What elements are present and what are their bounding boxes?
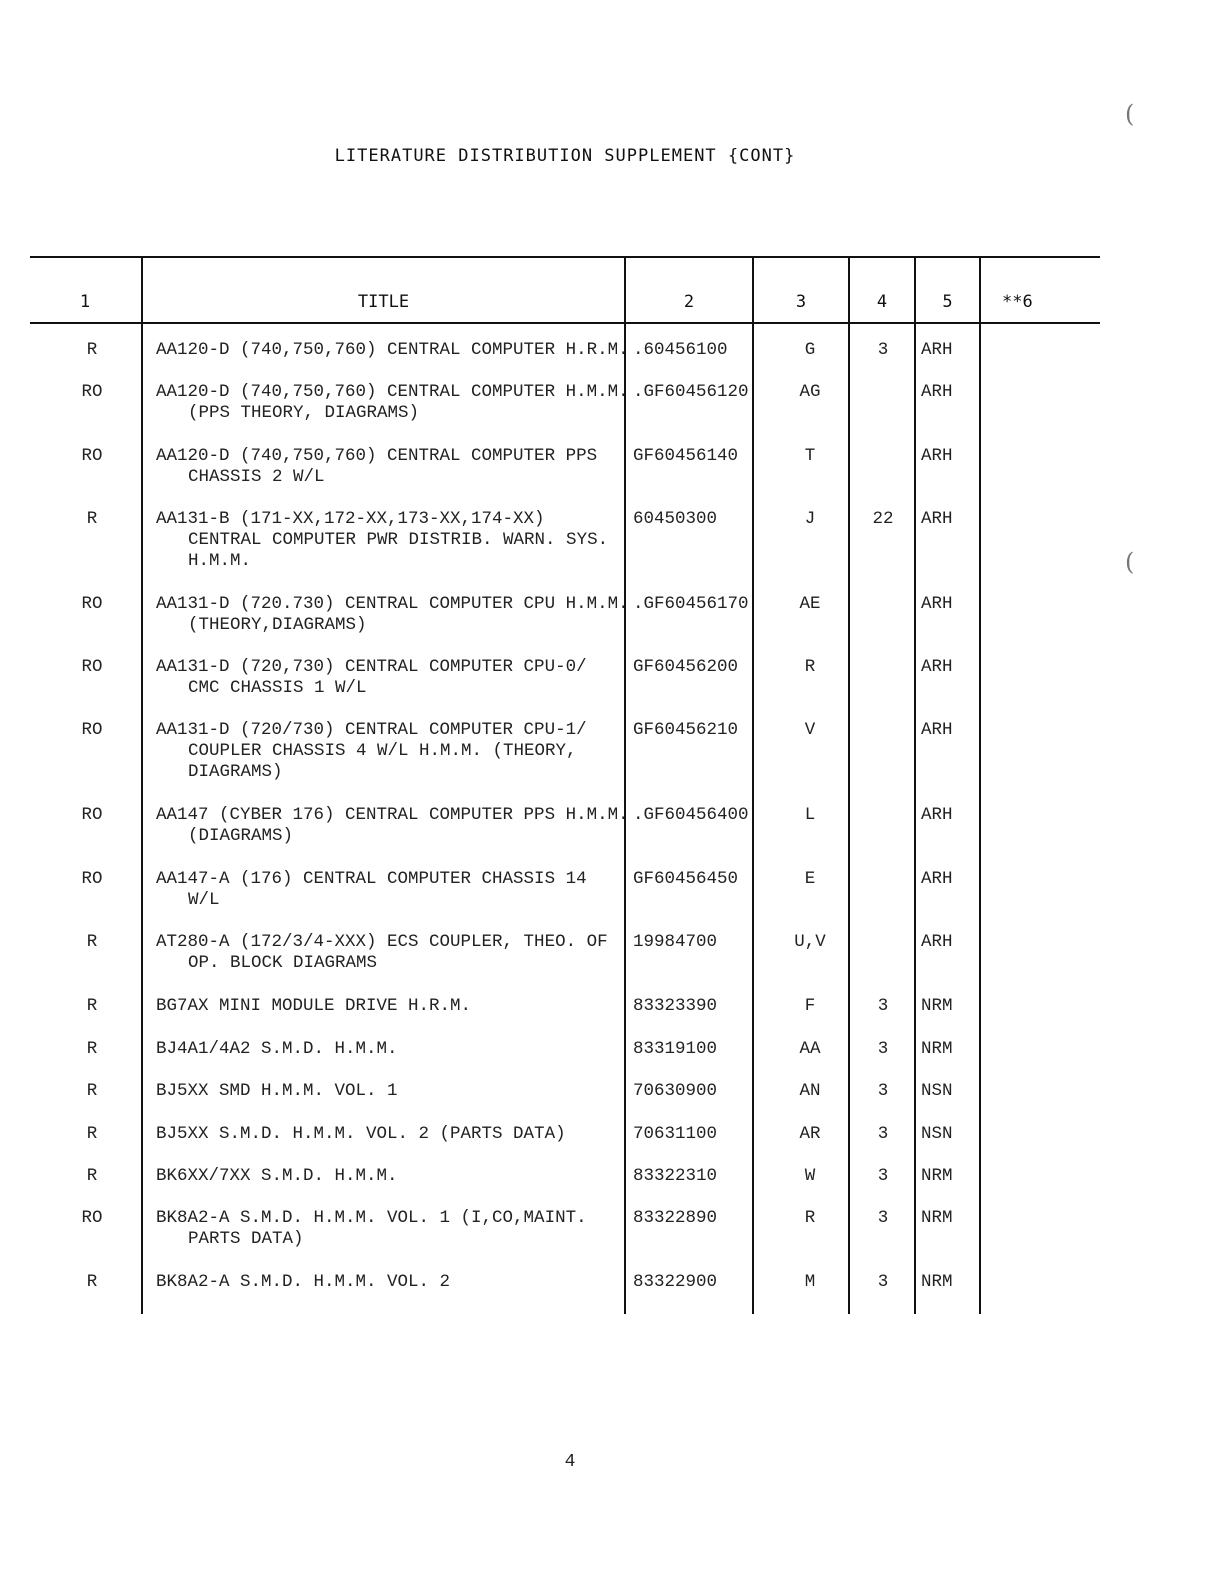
row-code: RO — [81, 657, 103, 677]
row-location: ARH — [921, 932, 953, 952]
row-location: NRM — [921, 996, 953, 1016]
row-code: R — [86, 509, 98, 529]
row-title-line: CMC CHASSIS 1 W/L — [188, 678, 367, 698]
row-rev: V — [804, 720, 816, 740]
row-number: GF60456450 — [633, 869, 739, 889]
header-bottom-rule — [30, 322, 1100, 324]
row-code: R — [86, 1081, 98, 1101]
row-location: ARH — [921, 657, 953, 677]
row-rev: R — [804, 657, 816, 677]
row-number: .GF60456170 — [633, 594, 749, 614]
row-title-line: BK8A2-A S.M.D. H.M.M. VOL. 1 (I,CO,MAINT. — [156, 1208, 587, 1228]
column-divider — [914, 256, 916, 1314]
row-number: 19984700 — [633, 932, 718, 952]
row-title — [156, 509, 628, 572]
row-number: .GF60456400 — [633, 805, 749, 825]
row-code: RO — [81, 382, 103, 402]
row-rev: R — [804, 1208, 816, 1228]
row-title — [156, 382, 628, 424]
column-header-3: 3 — [795, 292, 807, 312]
row-location: ARH — [921, 340, 953, 360]
column-header-title: TITLE — [357, 292, 410, 312]
row-code: RO — [81, 594, 103, 614]
row-number: 70630900 — [633, 1081, 718, 1101]
column-divider — [752, 256, 754, 1314]
row-title-line: BK6XX/7XX S.M.D. H.M.M. — [156, 1166, 398, 1186]
row-qty: 3 — [877, 1208, 889, 1228]
table-top-rule — [30, 256, 1100, 258]
page-number: 4 — [564, 1452, 576, 1472]
row-title — [156, 340, 628, 361]
row-number: 70631100 — [633, 1124, 718, 1144]
row-title — [156, 805, 628, 847]
row-code: RO — [81, 805, 103, 825]
row-number: GF60456210 — [633, 720, 739, 740]
row-code: RO — [81, 720, 103, 740]
row-title — [156, 1272, 628, 1293]
row-code: R — [86, 1166, 98, 1186]
row-qty: 3 — [877, 1124, 889, 1144]
row-location: NRM — [921, 1272, 953, 1292]
row-title-line: (DIAGRAMS) — [188, 826, 294, 846]
row-rev: AR — [799, 1124, 821, 1144]
row-title-line: AA131-D (720/730) CENTRAL COMPUTER CPU-1/ — [156, 720, 587, 740]
row-title-line: AA131-D (720,730) CENTRAL COMPUTER CPU-0/ — [156, 657, 587, 677]
page-heading: LITERATURE DISTRIBUTION SUPPLEMENT {CONT} — [334, 146, 796, 166]
row-code: RO — [81, 869, 103, 889]
row-title-line: AA120-D (740,750,760) CENTRAL COMPUTER H.R.M. — [156, 340, 629, 360]
row-number: 83322900 — [633, 1272, 718, 1292]
row-number: 60450300 — [633, 509, 718, 529]
column-divider — [141, 256, 143, 1314]
row-title-line: AT280-A (172/3/4-XXX) ECS COUPLER, THEO. OF — [156, 932, 608, 952]
row-code: R — [86, 340, 98, 360]
row-code: RO — [81, 1208, 103, 1228]
scan-mark: ( — [1125, 548, 1135, 576]
row-title — [156, 657, 628, 699]
row-rev: T — [804, 446, 816, 466]
row-title-line: DIAGRAMS) — [188, 762, 283, 782]
row-title-line: BJ4A1/4A2 S.M.D. H.M.M. — [156, 1039, 398, 1059]
row-location: ARH — [921, 805, 953, 825]
row-location: NRM — [921, 1208, 953, 1228]
column-header-4: 4 — [876, 292, 888, 312]
column-divider — [979, 256, 981, 1314]
row-qty: 3 — [877, 1081, 889, 1101]
row-code: R — [86, 996, 98, 1016]
row-title-line: (THEORY,DIAGRAMS) — [188, 615, 367, 635]
column-divider — [848, 256, 850, 1314]
row-rev: U,V — [794, 932, 826, 952]
row-rev: AE — [799, 594, 821, 614]
row-title-line: AA147 (CYBER 176) CENTRAL COMPUTER PPS H.M.M. — [156, 805, 629, 825]
row-location: ARH — [921, 869, 953, 889]
column-header-2: 2 — [683, 292, 695, 312]
row-code: R — [86, 1272, 98, 1292]
row-title-line: CENTRAL COMPUTER PWR DISTRIB. WARN. SYS. — [188, 530, 609, 550]
row-title-line: AA131-D (720.730) CENTRAL COMPUTER CPU H.M.M. — [156, 594, 629, 614]
row-rev: AG — [799, 382, 821, 402]
row-title — [156, 594, 628, 636]
row-title — [156, 1208, 628, 1250]
row-location: NSN — [921, 1081, 953, 1101]
row-title-line: W/L — [188, 890, 220, 910]
row-title-line: OP. BLOCK DIAGRAMS — [188, 953, 378, 973]
row-location: ARH — [921, 720, 953, 740]
row-number: .60456100 — [633, 340, 728, 360]
row-number: .GF60456120 — [633, 382, 749, 402]
row-title — [156, 1081, 628, 1102]
row-title-line: AA131-B (171-XX,172-XX,173-XX,174-XX) — [156, 509, 545, 529]
row-location: NRM — [921, 1166, 953, 1186]
row-title — [156, 869, 628, 911]
row-title-line: (PPS THEORY, DIAGRAMS) — [188, 403, 420, 423]
row-location: NRM — [921, 1039, 953, 1059]
row-code: R — [86, 932, 98, 952]
row-rev: E — [804, 869, 816, 889]
row-rev: M — [804, 1272, 816, 1292]
row-rev: L — [804, 805, 816, 825]
row-title-line: AA120-D (740,750,760) CENTRAL COMPUTER H.M.M. — [156, 382, 629, 402]
row-qty: 3 — [877, 996, 889, 1016]
row-location: ARH — [921, 509, 953, 529]
row-title — [156, 1166, 628, 1187]
row-title — [156, 1039, 628, 1060]
row-title-line: PARTS DATA) — [188, 1229, 304, 1249]
row-title-line: CHASSIS 2 W/L — [188, 467, 325, 487]
row-number: 83322310 — [633, 1166, 718, 1186]
row-location: ARH — [921, 382, 953, 402]
row-title-line: H.M.M. — [188, 551, 252, 571]
row-number: 83319100 — [633, 1039, 718, 1059]
row-number: GF60456200 — [633, 657, 739, 677]
row-number: GF60456140 — [633, 446, 739, 466]
row-rev: F — [804, 996, 816, 1016]
row-location: NSN — [921, 1124, 953, 1144]
row-rev: AN — [799, 1081, 821, 1101]
row-number: 83322890 — [633, 1208, 718, 1228]
row-title — [156, 1124, 628, 1145]
column-header-5: 5 — [942, 292, 953, 312]
row-title-line: BG7AX MINI MODULE DRIVE H.R.M. — [156, 996, 472, 1016]
row-title — [156, 996, 628, 1017]
row-qty: 3 — [877, 340, 889, 360]
row-qty: 3 — [877, 1166, 889, 1186]
row-code: R — [86, 1039, 98, 1059]
row-title — [156, 446, 628, 488]
column-header-6: **6 — [1002, 292, 1033, 312]
row-code: RO — [81, 446, 103, 466]
row-rev: AA — [799, 1039, 821, 1059]
row-location: ARH — [921, 594, 953, 614]
row-title-line: COUPLER CHASSIS 4 W/L H.M.M. (THEORY, — [188, 741, 577, 761]
row-code: R — [86, 1124, 98, 1144]
row-rev: G — [804, 340, 816, 360]
row-title-line: BJ5XX S.M.D. H.M.M. VOL. 2 (PARTS DATA) — [156, 1124, 566, 1144]
row-number: 83323390 — [633, 996, 718, 1016]
row-title — [156, 720, 628, 783]
column-header-1: 1 — [79, 292, 91, 312]
row-title-line: BJ5XX SMD H.M.M. VOL. 1 — [156, 1081, 398, 1101]
row-qty: 22 — [872, 509, 894, 529]
row-location: ARH — [921, 446, 953, 466]
row-title-line: AA147-A (176) CENTRAL COMPUTER CHASSIS 14 — [156, 869, 587, 889]
row-rev: J — [804, 509, 816, 529]
row-rev: W — [804, 1166, 816, 1186]
row-title-line: AA120-D (740,750,760) CENTRAL COMPUTER PPS — [156, 446, 598, 466]
row-qty: 3 — [877, 1272, 889, 1292]
row-title-line: BK8A2-A S.M.D. H.M.M. VOL. 2 — [156, 1272, 451, 1292]
row-qty: 3 — [877, 1039, 889, 1059]
scan-mark: ( — [1125, 100, 1135, 128]
row-title — [156, 932, 628, 974]
